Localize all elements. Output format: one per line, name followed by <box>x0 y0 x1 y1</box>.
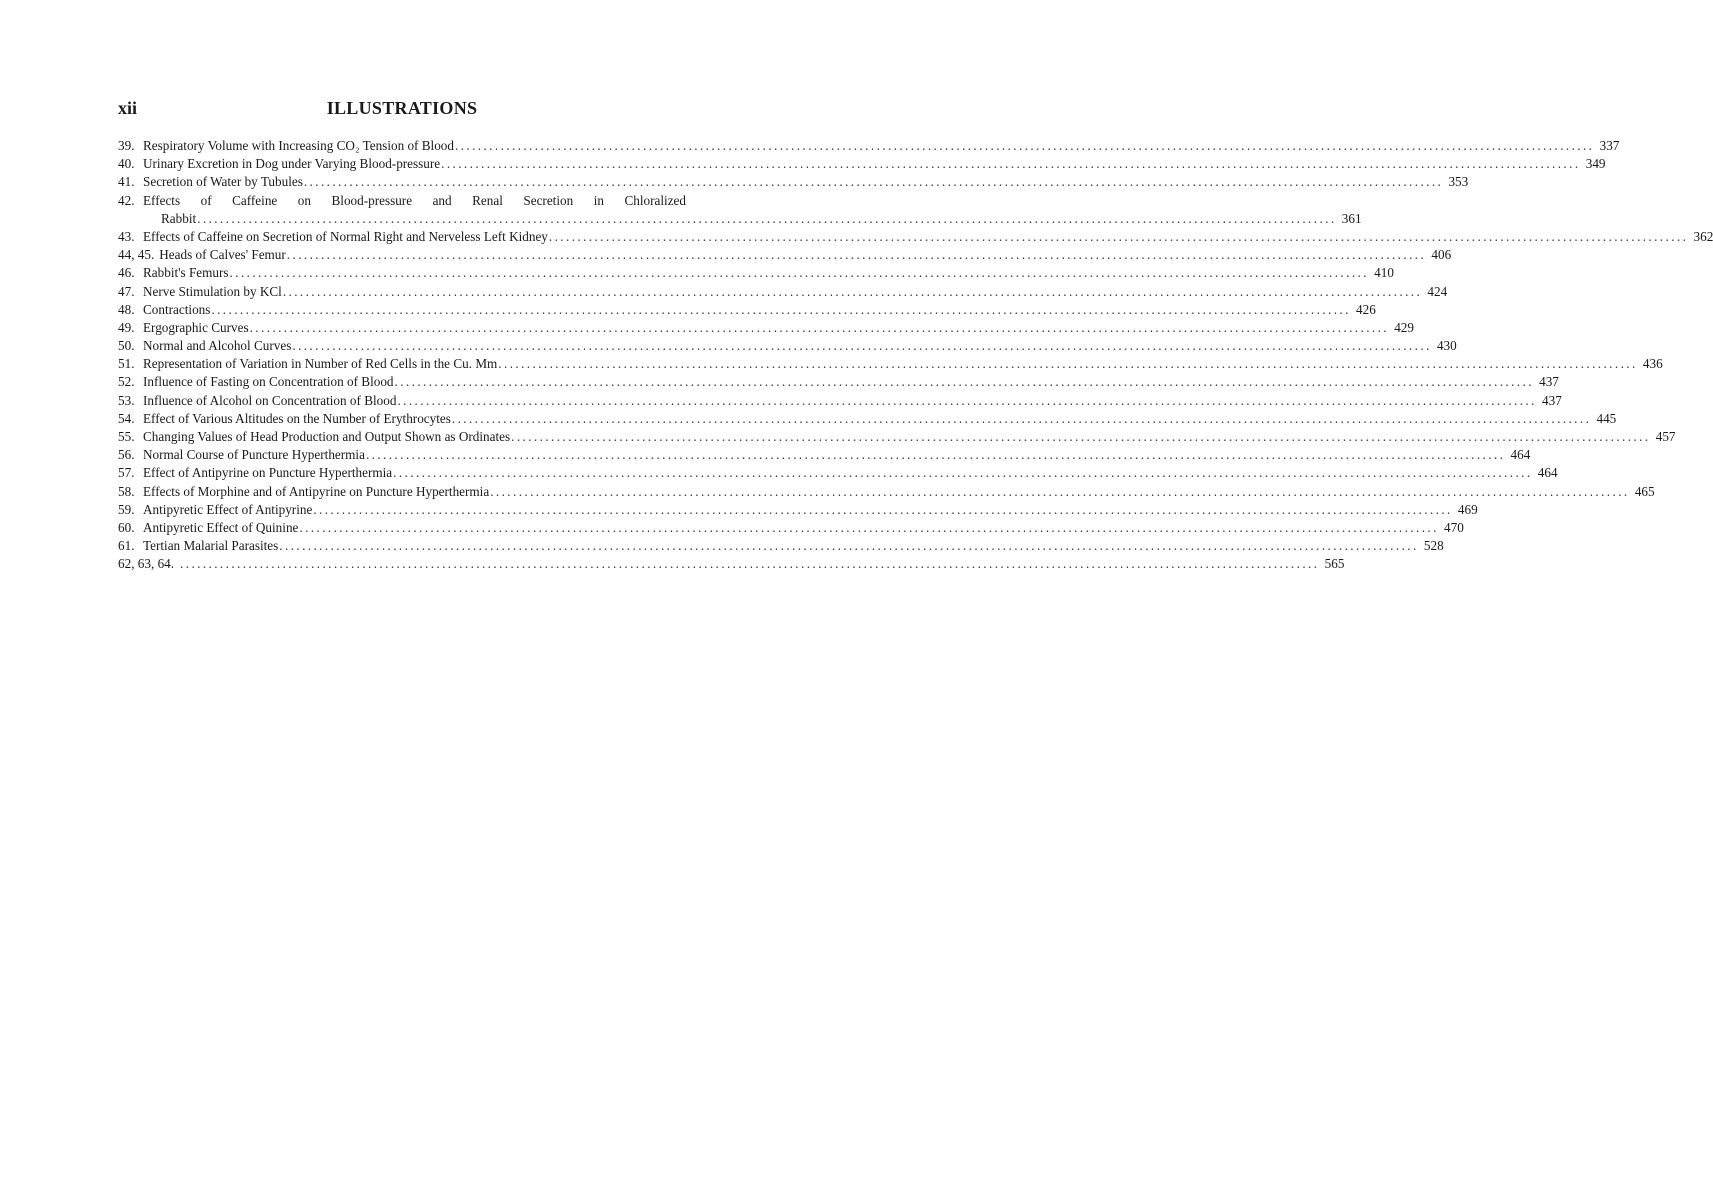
dot-leader: ........................................................................................................................................................................................................ <box>394 374 1534 390</box>
entry-page: 430 <box>1436 338 1457 354</box>
entry-page: 361 <box>1341 210 1362 226</box>
entry-page: 464 <box>1510 447 1531 463</box>
entry-number: 43. <box>118 228 135 244</box>
entry-page: 464 <box>1537 465 1558 481</box>
entry-number: 61. <box>118 538 135 554</box>
page-header <box>118 98 686 122</box>
entry-page: 349 <box>1585 156 1606 172</box>
list-item-line <box>118 192 686 210</box>
entry-page: 565 <box>1324 556 1345 572</box>
entry-number: 54. <box>118 410 135 426</box>
entry-page: 465 <box>1634 483 1655 499</box>
entry-title: Ergographic Curves <box>143 319 249 335</box>
entry-page: 528 <box>1423 538 1444 554</box>
entry-title: Contractions <box>143 301 211 317</box>
entry-number: 52. <box>118 374 135 390</box>
dot-leader: ........................................................................................................................................................................................................ <box>451 410 1592 426</box>
entry-title: Respiratory Volume with Increasing CO₂ Tension of Blood <box>143 138 454 153</box>
list-item <box>118 392 1562 410</box>
list-item <box>118 555 1345 573</box>
list-item <box>118 137 1620 155</box>
entry-page: 469 <box>1457 501 1478 517</box>
entry-title: Antipyretic Effect of Quinine <box>143 519 299 535</box>
entry-number: 48. <box>118 301 135 317</box>
dot-leader: ........................................................................................................................................................................................................ <box>292 338 1432 354</box>
entry-title: Tertian Malarial Parasites <box>143 538 279 554</box>
entry-number: 56. <box>118 447 135 463</box>
dot-leader: ........................................................................................................................................................................................................ <box>282 283 1423 299</box>
entry-number: 40. <box>118 156 135 172</box>
entry-page: 470 <box>1444 519 1464 535</box>
entry-title: Influence of Fasting on Concentration of Blood <box>143 374 394 390</box>
running-head: ILLUSTRATIONS <box>326 98 478 118</box>
list-item <box>118 446 1531 464</box>
entry-title: Effects of Caffeine on Secretion of Normal Right and Nerveless Left Kidney <box>143 228 548 244</box>
dot-leader: ........................................................................................................................................................................................................ <box>299 519 1439 535</box>
entry-number: 59. <box>118 501 135 517</box>
dot-leader: ........................................................................................................................................................................................................ <box>548 228 1689 244</box>
list-item <box>118 246 1452 264</box>
entry-page: 337 <box>1599 138 1620 153</box>
list-item <box>118 319 1414 337</box>
entry-page: 429 <box>1394 319 1414 335</box>
entry-page: 437 <box>1539 374 1559 390</box>
entry-number: 42. <box>118 192 135 208</box>
list-item <box>118 155 1606 173</box>
entry-page: 457 <box>1655 429 1676 444</box>
list-item <box>118 537 1444 555</box>
dot-leader: ........................................................................................................................................................................................................ <box>229 265 1369 281</box>
entry-title: Representation of Variation in Number of Red Cells in the Cu. Mm <box>143 356 498 372</box>
list-item <box>118 264 1394 282</box>
list-item <box>118 519 1464 537</box>
dot-leader: ........................................................................................................................................................................................................ <box>249 319 1389 335</box>
entry-title: Rabbit's Femurs <box>143 265 229 281</box>
list-item <box>118 501 1478 519</box>
entry-number: 51. <box>118 356 135 372</box>
list-item <box>118 210 1362 228</box>
list-item <box>118 373 1559 391</box>
list-item <box>118 355 1663 373</box>
entry-title: Urinary Excretion in Dog under Varying Blood-pressure <box>143 156 441 172</box>
dot-leader: ........................................................................................................................................................................................................ <box>455 138 1595 153</box>
entry-page: 410 <box>1374 265 1394 281</box>
dot-leader: ........................................................................................................................................................................................................ <box>365 447 1506 463</box>
list-item <box>118 301 1376 319</box>
entry-page: 424 <box>1427 283 1448 299</box>
entry-number: 47. <box>118 283 135 299</box>
entry-title: Secretion of Water by Tubules <box>143 174 303 190</box>
entry-page: 445 <box>1596 410 1617 426</box>
entry-number: 41. <box>118 174 135 190</box>
illustration-list <box>118 137 1713 574</box>
dot-leader: ........................................................................................................................................................................................................ <box>313 501 1453 517</box>
entry-title: Normal and Alcohol Curves <box>143 338 292 354</box>
entry-number: 62, 63, 64. <box>118 556 175 572</box>
list-item <box>118 428 1676 446</box>
list-item <box>118 483 1655 501</box>
entry-title: Effect of Various Altitudes on the Number of Erythrocytes <box>143 410 451 426</box>
entry-title: Influence of Alcohol on Concentration of Blood <box>143 392 397 408</box>
entry-page: 406 <box>1431 247 1452 263</box>
dot-leader: ........................................................................................................................................................................................................ <box>441 156 1581 172</box>
entry-number: 50. <box>118 338 135 354</box>
dot-leader: ........................................................................................................................................................................................................ <box>498 356 1638 372</box>
list-item <box>118 410 1617 428</box>
entry-page: 436 <box>1642 356 1663 372</box>
entry-number: 44, 45. <box>118 247 155 263</box>
entry-page: 362 <box>1693 228 1713 244</box>
dot-leader: ........................................................................................................................................................................................................ <box>397 392 1537 408</box>
entry-page: 353 <box>1448 174 1469 190</box>
entry-number: 39. <box>118 138 135 153</box>
entry-number: 58. <box>118 483 135 499</box>
entry-title: Heads of Calves' Femur <box>159 247 286 263</box>
dot-leader: ........................................................................................................................................................................................................ <box>197 210 1337 226</box>
page-number: xii <box>118 98 138 118</box>
list-item <box>118 283 1448 301</box>
entry-page: 437 <box>1542 392 1562 408</box>
dot-leader: ........................................................................................................................................................................................................ <box>303 174 1444 190</box>
entry-title: Effects of Caffeine on Blood-pressure and Renal Secretion in Chloralized <box>143 192 686 208</box>
entry-title: Normal Course of Puncture Hyperthermia <box>143 447 365 463</box>
list-item <box>118 228 1713 246</box>
entry-title-continued: Rabbit <box>161 210 197 226</box>
entry-number: 57. <box>118 465 135 481</box>
entry-title: Effects of Morphine and of Antipyrine on Puncture Hyperthermia <box>143 483 490 499</box>
entry-number: 55. <box>118 429 135 444</box>
entry-title: Effect of Antipyrine on Puncture Hyperthermia <box>143 465 393 481</box>
entry-number: 60. <box>118 519 135 535</box>
list-item <box>118 464 1558 482</box>
entry-title: Nerve Stimulation by KCl <box>143 283 282 299</box>
dot-leader: ........................................................................................................................................................................................................ <box>286 247 1427 263</box>
dot-leader: ........................................................................................................................................................................................................ <box>279 538 1419 554</box>
dot-leader: ........................................................................................................................................................................................................ <box>180 556 1320 572</box>
entry-number: 53. <box>118 392 135 408</box>
entry-title: Changing Values of Head Production and Output Shown as Ordinates <box>143 429 511 444</box>
entry-number: 46. <box>118 265 135 281</box>
list-item <box>118 337 1457 355</box>
list-item <box>118 173 1469 191</box>
dot-leader: ........................................................................................................................................................................................................ <box>490 483 1630 499</box>
entry-number: 49. <box>118 319 135 335</box>
dot-leader: ........................................................................................................................................................................................................ <box>393 465 1533 481</box>
dot-leader: ........................................................................................................................................................................................................ <box>211 301 1351 317</box>
entry-page: 426 <box>1356 301 1376 317</box>
entry-title: Antipyretic Effect of Antipyrine <box>143 501 313 517</box>
dot-leader: ........................................................................................................................................................................................................ <box>511 429 1651 444</box>
